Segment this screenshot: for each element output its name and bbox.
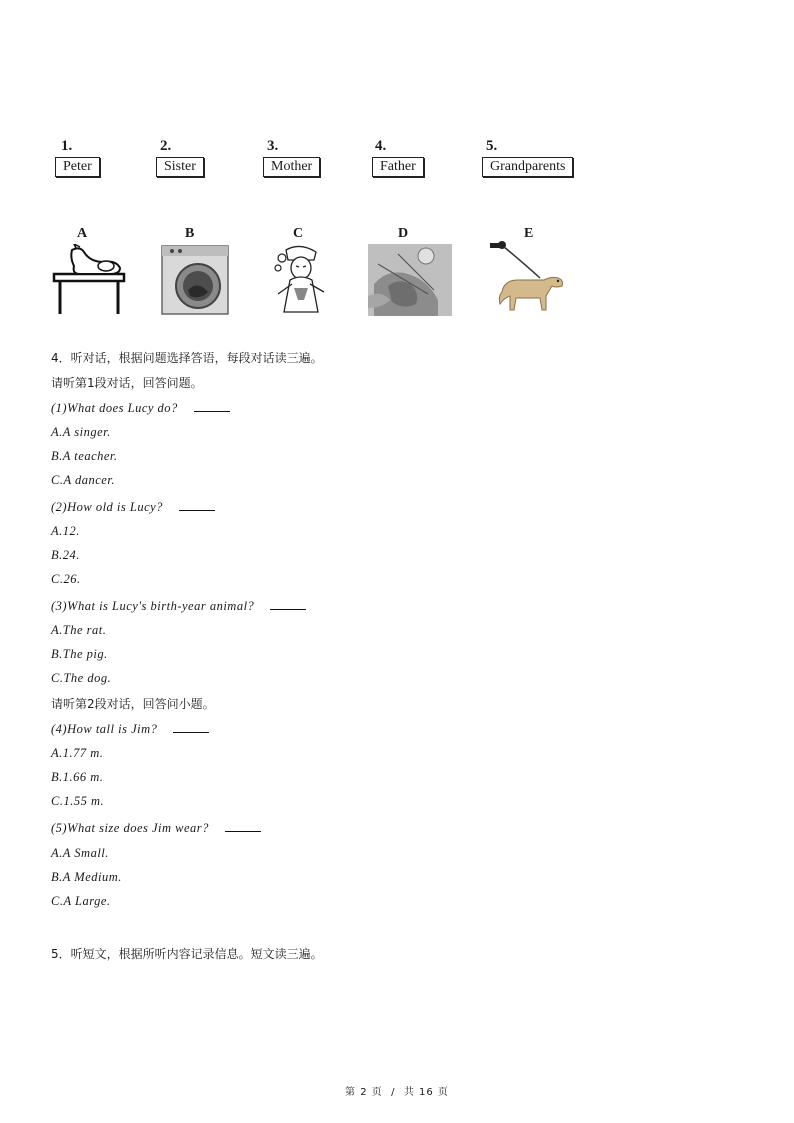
name-box-sister: Sister (156, 157, 204, 177)
question-text: (1)What does Lucy do? (51, 401, 178, 415)
question-4 (51, 722, 209, 737)
knitting-hands-icon (368, 244, 452, 316)
option-3a: A.The rat. (51, 623, 107, 637)
washing-machine-icon (160, 244, 230, 316)
option-4b: B.1.66 m. (51, 770, 104, 784)
question-text: (4)How tall is Jim? (51, 722, 158, 736)
option-1c: C.A dancer. (51, 473, 115, 487)
question-text: (3)What is Lucy's birth-year animal? (51, 599, 255, 613)
page-footer: 第 2 页 / 共 16 页 (345, 1087, 449, 1098)
picture-letter: A (77, 226, 88, 241)
option-1a: A.A singer. (51, 425, 111, 439)
answer-blank (194, 410, 230, 412)
dialogue-2-intro: 请听第2段对话，回答问小题。 (51, 697, 215, 711)
name-box-peter: Peter (55, 157, 100, 177)
picture-letter: C (293, 226, 304, 241)
peking-opera-figure-icon (270, 244, 332, 316)
cat-on-table-icon (50, 244, 130, 316)
option-2b: B.24. (51, 548, 80, 562)
question-1 (51, 401, 230, 416)
item-number: 4. (375, 138, 387, 154)
option-5c: C.A Large. (51, 894, 111, 908)
question-2 (51, 500, 215, 515)
item-number: 5. (486, 138, 498, 154)
option-3c: C.The dog. (51, 671, 112, 685)
picture-letter: B (185, 226, 195, 241)
item-number: 1. (61, 138, 73, 154)
option-4c: C.1.55 m. (51, 794, 105, 808)
option-5a: A.A Small. (51, 846, 109, 860)
section-4-heading: 4．听对话，根据问题选择答语，每段对话读三遍。 (51, 351, 323, 365)
answer-blank (270, 608, 306, 610)
option-2c: C.26. (51, 572, 81, 586)
question-3 (51, 599, 306, 614)
picture-letter: E (524, 226, 534, 241)
question-text: (5)What size does Jim wear? (51, 821, 209, 835)
name-box-father: Father (372, 157, 424, 177)
answer-blank (173, 731, 209, 733)
picture-letter: D (398, 226, 409, 241)
dialogue-1-intro: 请听第1段对话，回答问题。 (51, 376, 203, 390)
option-5b: B.A Medium. (51, 870, 122, 884)
section-5-heading: 5．听短文，根据所听内容记录信息。短文读三遍。 (51, 947, 323, 961)
question-5 (51, 821, 261, 836)
item-number: 2. (160, 138, 172, 154)
question-text: (2)How old is Lucy? (51, 500, 163, 514)
item-number: 3. (267, 138, 279, 154)
dog-on-leash-icon (490, 240, 568, 316)
option-4a: A.1.77 m. (51, 746, 104, 760)
option-3b: B.The pig. (51, 647, 108, 661)
name-box-grandparents: Grandparents (482, 157, 573, 177)
option-1b: B.A teacher. (51, 449, 118, 463)
answer-blank (225, 830, 261, 832)
option-2a: A.12. (51, 524, 80, 538)
name-box-mother: Mother (263, 157, 320, 177)
answer-blank (179, 509, 215, 511)
